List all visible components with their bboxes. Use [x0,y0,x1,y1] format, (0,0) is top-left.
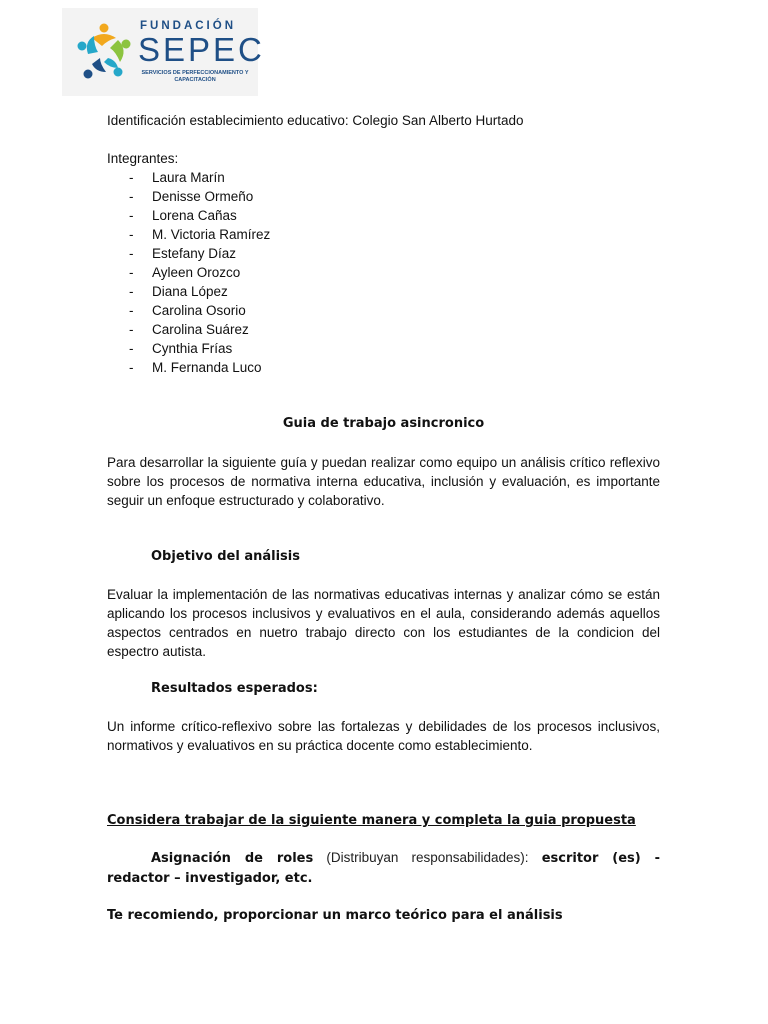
roles-paragraph [107,848,660,888]
roles-value: escritor (es) - redactor – investigador, etc. [107,851,660,886]
intro-paragraph: Para desarrollar la siguiente guía y puedan realizar como equipo un análisis crítico reflexivo sobre los procesos de normativa interna educativa, inclusión y evaluación, es importante seguir un enfoque estructurado y colaborativo. [107,455,660,508]
list-item: - Carolina Osorio [129,303,246,318]
work-heading: Considera trabajar de la siguiente manera y completa la guia propuesta [107,813,636,828]
list-item: - Diana López [129,284,228,299]
logo-sepec-text: SEPEC [138,31,265,68]
identification-line: Identificación establecimiento educativo: Colegio San Alberto Hurtado [107,113,524,128]
logo-tagline: SERVICIOS DE PERFECCIONAMIENTO Y CAPACITACIÓN [141,70,249,83]
document-body [107,111,660,925]
members-list [107,168,660,377]
roles-label: Asignación de roles [151,851,314,866]
list-item: - Cynthia Frías [129,341,233,356]
list-item: - Laura Marín [129,170,225,185]
list-item: - Lorena Cañas [129,208,237,223]
objective-heading: Objetivo del análisis [151,549,300,564]
list-item: - M. Fernanda Luco [129,360,262,375]
logo-fundacion-text: FUNDACIÓN [140,20,236,32]
list-item: - Ayleen Orozco [129,265,241,280]
results-paragraph: Un informe crítico-reflexivo sobre las fortalezas y debilidades de los procesos inclusivos, normativos y evaluativos en su práctica docente como establecimiento. [107,719,660,753]
list-item: - Estefany Díaz [129,246,237,261]
list-item: - M. Victoria Ramírez [129,227,271,242]
fundacion-sepec-logo [62,8,265,96]
roles-parenthetical: (Distribuyan responsabilidades): [313,850,542,865]
objective-paragraph: Evaluar la implementación de las normativas educativas internas y analizar cómo se están aplicando los procesos inclusivos y evaluativos en el aula, considerando además aquellos aspectos centrados en nuetro trabajo directo con los estudiantes de la condicion del espectro autista. [107,587,660,659]
members-label: Integrantes: [107,151,179,166]
recommend-line: Te recomiendo, proporcionar un marco teórico para el análisis [107,908,563,923]
list-item: - Denisse Ormeño [129,189,254,204]
sepec-logo-icon [72,20,136,84]
results-heading: Resultados esperados: [151,681,318,696]
page-title: Guia de trabajo asincronico [282,416,485,431]
list-item: - Carolina Suárez [129,322,249,337]
